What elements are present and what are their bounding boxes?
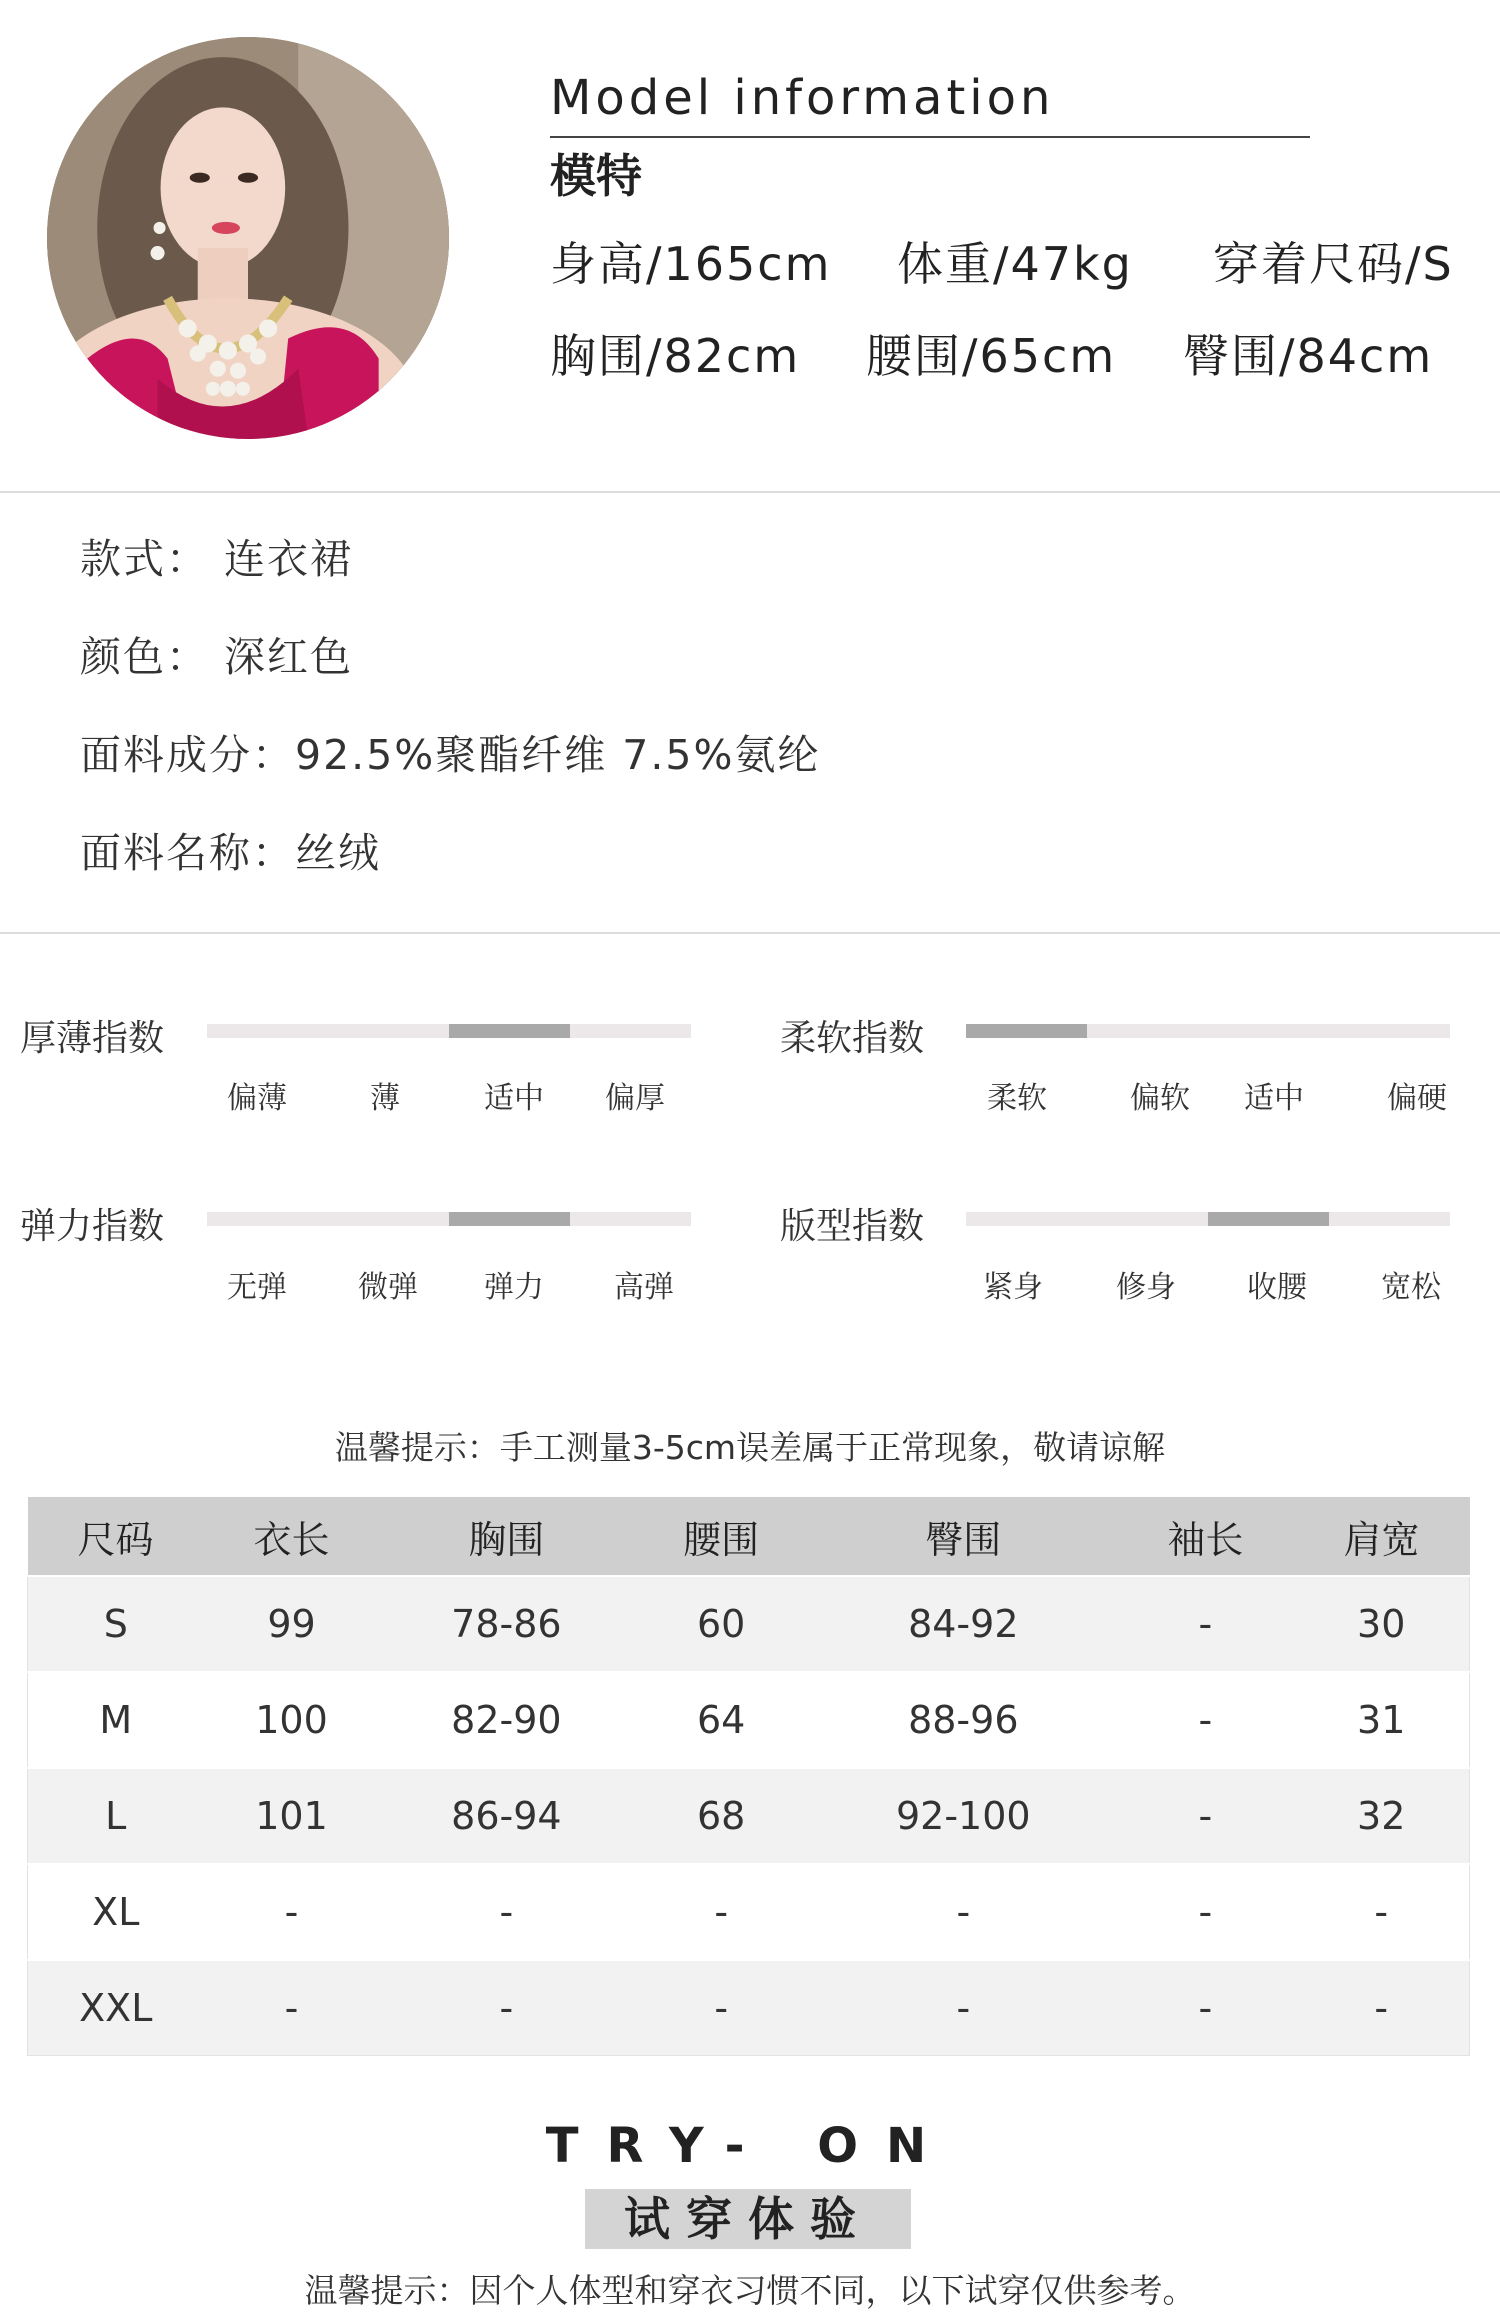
table-cell: - [809,1864,1117,1960]
model-height: 身高/165cm [550,237,832,291]
table-header-cell: 尺码 [28,1497,204,1576]
index-track-softness [966,1024,1450,1038]
index-name-thickness: 厚薄指数 [20,1018,165,1059]
index-name-elasticity: 弹力指数 [20,1206,165,1247]
table-cell: 84-92 [809,1576,1117,1672]
table-header-row [28,1497,1470,1576]
table-cell: 32 [1293,1768,1469,1864]
index-name-softness: 柔软指数 [780,1018,925,1059]
table-cell: M [28,1672,204,1768]
product-fabric: 面料名称：丝绒 [80,829,381,877]
table-cell: 99 [204,1576,380,1672]
table-header-cell: 肩宽 [1293,1497,1469,1576]
index-label: 适中 [1244,1081,1304,1116]
table-cell: XXL [28,1960,204,2056]
table-cell: L [28,1768,204,1864]
table-cell: - [1117,1960,1293,2056]
table-header-cell: 臀围 [809,1497,1117,1576]
table-cell: 82-90 [380,1672,634,1768]
index-label: 偏厚 [605,1081,665,1116]
table-cell: S [28,1576,204,1672]
index-label: 宽松 [1381,1270,1441,1305]
model-size: 穿着尺码/S [1213,237,1454,291]
index-label: 修身 [1116,1270,1176,1305]
table-row [28,1768,1470,1864]
index-label: 收腰 [1247,1270,1307,1305]
table-header-cell: 胸围 [380,1497,634,1576]
table-cell: - [633,1960,809,2056]
table-cell: - [1293,1864,1469,1960]
index-label: 偏硬 [1387,1081,1447,1116]
index-track-thickness [207,1024,691,1038]
table-cell: - [380,1864,634,1960]
index-label: 薄 [370,1081,400,1116]
measurement-tip: 温馨提示：手工测量3-5cm误差属于正常现象，敬请谅解 [334,1428,1166,1467]
index-fill-fit [1208,1212,1329,1226]
table-cell: XL [28,1864,204,1960]
table-cell: 60 [633,1576,809,1672]
index-track-elasticity [207,1212,691,1226]
tryon-badge: 试穿体验 [585,2189,911,2249]
table-row [28,1672,1470,1768]
title-underline [550,136,1310,138]
table-cell: - [380,1960,634,2056]
model-photo-image [47,37,449,439]
index-label: 适中 [484,1081,544,1116]
index-name-fit: 版型指数 [780,1206,925,1247]
table-cell: - [1117,1864,1293,1960]
index-label: 紧身 [983,1270,1043,1305]
table-cell: 68 [633,1768,809,1864]
index-label: 无弹 [227,1270,287,1305]
table-cell: 92-100 [809,1768,1117,1864]
table-row [28,1960,1470,2056]
index-fill-softness [966,1024,1087,1038]
section-divider [0,932,1500,934]
table-cell: - [1117,1768,1293,1864]
model-weight: 体重/47kg [897,237,1133,291]
table-row [28,1864,1470,1960]
index-label: 偏软 [1130,1081,1190,1116]
table-cell: 100 [204,1672,380,1768]
table-cell: - [1117,1576,1293,1672]
index-label: 柔软 [987,1081,1047,1116]
table-header-cell: 袖长 [1117,1497,1293,1576]
index-track-fit [966,1212,1450,1226]
table-row [28,1576,1470,1672]
product-composition: 面料成分：92.5%聚酯纤维 7.5%氨纶 [80,731,821,779]
table-cell: - [1293,1960,1469,2056]
index-label: 高弹 [614,1270,674,1305]
model-info-title: Model information [550,70,1055,126]
model-info-subtitle: 模特 [550,149,642,203]
tryon-title: TRY- ON [545,2118,955,2174]
table-cell: 101 [204,1768,380,1864]
table-cell: 78-86 [380,1576,634,1672]
model-avatar [47,37,449,439]
table-cell: - [204,1864,380,1960]
section-divider [0,491,1500,493]
index-label: 偏薄 [227,1081,287,1116]
table-cell: 30 [1293,1576,1469,1672]
tryon-note: 温馨提示：因个人体型和穿衣习惯不同，以下试穿仅供参考。 [304,2271,1196,2310]
index-fill-elasticity [449,1212,570,1226]
size-table [27,1497,1470,2056]
table-cell: - [809,1960,1117,2056]
product-style: 款式： 连衣裙 [80,535,354,583]
index-label: 弹力 [484,1270,544,1305]
index-label: 微弹 [358,1270,418,1305]
index-fill-thickness [449,1024,570,1038]
table-header-cell: 腰围 [633,1497,809,1576]
table-cell: 86-94 [380,1768,634,1864]
table-cell: 31 [1293,1672,1469,1768]
model-waist: 腰围/65cm [866,329,1117,383]
table-cell: - [204,1960,380,2056]
table-cell: 64 [633,1672,809,1768]
product-color: 颜色： 深红色 [80,633,354,681]
table-cell: 88-96 [809,1672,1117,1768]
model-hip: 臀围/84cm [1183,329,1434,383]
table-cell: - [633,1864,809,1960]
table-header-cell: 衣长 [204,1497,380,1576]
table-cell: - [1117,1672,1293,1768]
model-bust: 胸围/82cm [550,329,801,383]
